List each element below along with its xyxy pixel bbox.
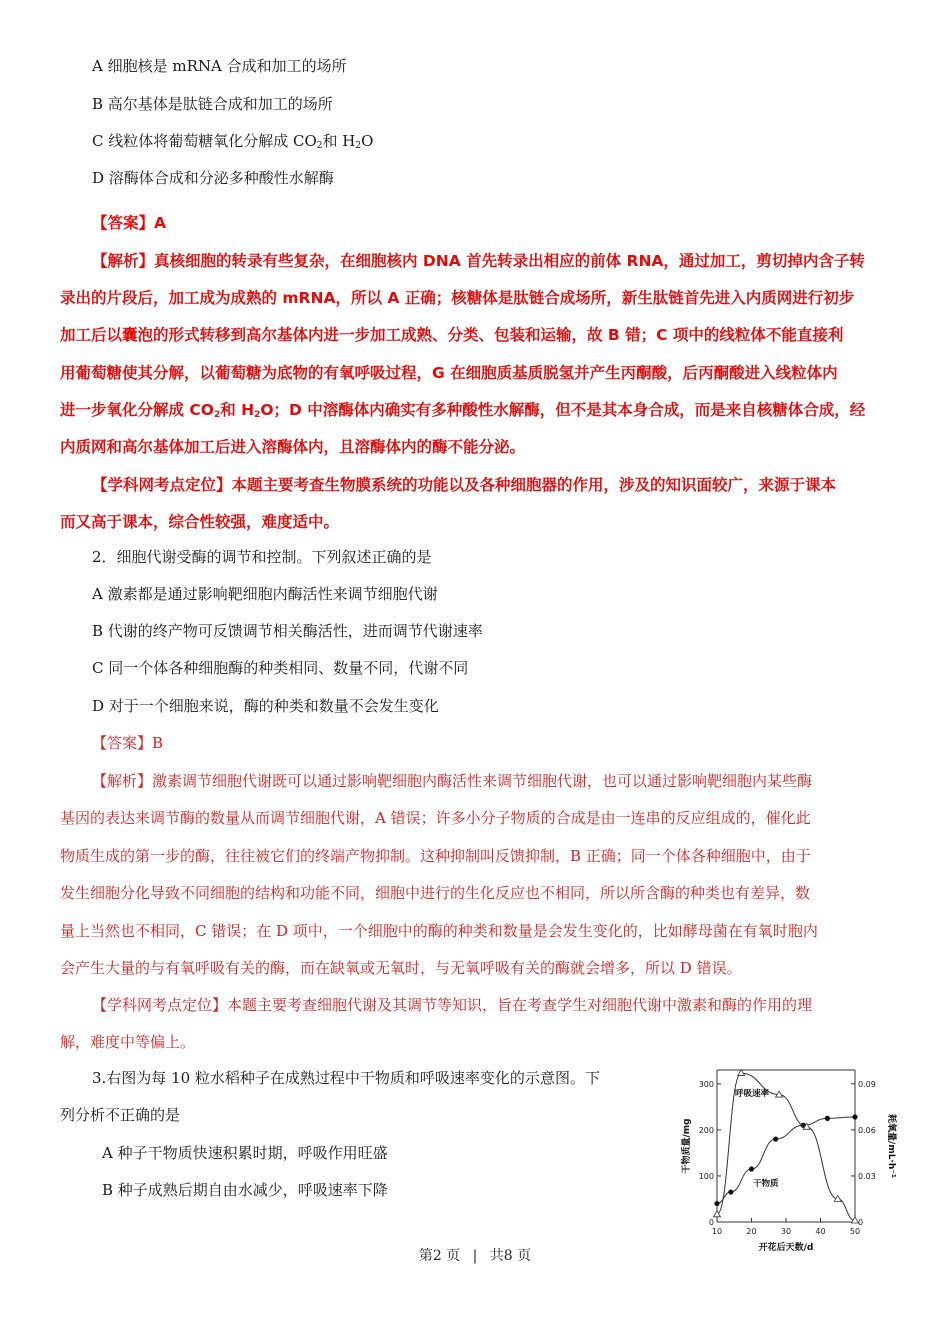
q3-option-a: A 种子干物质快速积累时期，呼吸作用旺盛 — [102, 1144, 388, 1162]
q2-analysis-line: 发生细胞分化导致不同细胞的结构和功能不同，细胞中进行的生化反应也不相同，所以所含酶的种类也有差异，数 — [60, 884, 811, 902]
q2-analysis-line: 【解析】激素调节细胞代谢既可以通过影响靶细胞内酶活性来调节细胞代谢，也可以通过影响靶细胞内某些酶 — [92, 772, 813, 790]
y-left-axis-label: 干物质量/mg — [682, 1118, 692, 1174]
y-left-tick-label: 200 — [698, 1125, 714, 1135]
q2-analysis-line: 量上当然也不相同，C 错误；在 D 项中，一个细胞中的酶的种类和数量是会发生变化的，比如酵母菌在有氧时胞内 — [60, 922, 818, 940]
x-tick-label: 30 — [780, 1227, 792, 1236]
y-left-tick-label: 0 — [708, 1218, 714, 1227]
data-point — [852, 1114, 857, 1119]
q2-option-b: B 代谢的终产物可反馈调节相关酶活性，进而调节代谢速率 — [92, 622, 483, 640]
page-footer — [0, 1245, 950, 1265]
q3-stem: 3.右图为每 10 粒水稻种子在成熟过程中干物质和呼吸速率变化的示意图。下 — [92, 1069, 600, 1087]
q1-analysis-line: 【解析】真核细胞的转录有些复杂，在细胞核内 DNA 首先转录出相应的前体 RNA，通过加工，剪切掉内含子转 — [92, 252, 865, 270]
q2-analysis-line: 物质生成的第一步的酶，往往被它们的终端产物抑制。这种抑制叫反馈抑制，B 正确；同一个体各种细胞中，由于 — [60, 847, 811, 865]
q1-analysis-line: 录出的片段后，加工成为成熟的 mRNA，所以 A 正确；核糖体是肽链合成场所，新生肽链首先进入内质网进行初步 — [60, 289, 855, 307]
x-tick-label: 10 — [711, 1227, 723, 1236]
data-point — [749, 1166, 754, 1171]
y-left-tick-label: 300 — [698, 1079, 714, 1089]
q1-option-d: D 溶酶体合成和分泌多种酸性水解酶 — [92, 169, 334, 187]
q1-location: 而又高于课本，综合性较强，难度适中。 — [60, 513, 340, 531]
footer-separator: | — [472, 1248, 478, 1264]
q3-stem: 列分析不正确的是 — [60, 1106, 181, 1124]
q1-option-c: C 线粒体将葡萄糖氧化分解成 $CO_2$和 $H_2O$ — [92, 132, 374, 151]
data-point — [728, 1189, 733, 1194]
q2-option-a: A 激素都是通过影响靶细胞内酶活性来调节细胞代谢 — [92, 585, 438, 603]
y-right-tick-label: 0.03 — [858, 1171, 876, 1181]
q2-analysis-line: 会产生大量的与有氧呼吸有关的酶，而在缺氧或无氧时，与无氧呼吸有关的酶就会增多，所以 D 错误。 — [60, 959, 742, 977]
q1-option-b: B 高尔基体是肽链合成和加工的场所 — [92, 95, 333, 113]
q2-option-d: D 对于一个细胞来说，酶的种类和数量不会发生变化 — [92, 697, 439, 715]
q2-location: 解，难度中等偏上。 — [60, 1033, 196, 1051]
q2-answer: 【答案】B — [92, 734, 164, 752]
q2-option-c: C 同一个体各种细胞酶的种类相同、数量不同，代谢不同 — [92, 659, 469, 677]
q1-location: 【学科网考点定位】本题主要考查生物膜系统的功能以及各种细胞器的作用，涉及的知识面较广，来源于课本 — [92, 476, 837, 494]
q3-option-b: B 种子成熟后期自由水减少，呼吸速率下降 — [102, 1181, 388, 1199]
series-label-respiration: 呼吸速率 — [735, 1089, 770, 1099]
q1-analysis-line: 用葡萄糖使其分解，以葡萄糖为底物的有氧呼吸过程，G 在细胞质基质脱氢并产生丙酮酸，后丙酮酸进入线粒体内 — [60, 364, 838, 382]
y-right-tick-label: 0.06 — [858, 1125, 876, 1135]
q1-analysis-line: 进一步氧化分解成 $CO_2$和 $H_2O$；D 中溶酶体内确实有多种酸性水解酶，但不是其本身合成，而是来自核糖体合成，经 — [60, 401, 866, 420]
data-point — [773, 1136, 778, 1141]
q1-option-a: A 细胞核是 mRNA 合成和加工的场所 — [92, 57, 347, 75]
q2-stem: 2．细胞代谢受酶的调节和控制。下列叙述正确的是 — [92, 548, 432, 566]
x-tick-label: 40 — [815, 1227, 826, 1236]
y-right-axis-label: 耗氧量/mL·h⁻¹ — [886, 1114, 896, 1178]
y-right-tick-label: 0.09 — [858, 1079, 876, 1089]
data-point — [825, 1116, 830, 1121]
q2-analysis-line: 基因的表达来调节酶的数量从而调节细胞代谢，A 错误；许多小分子物质的合成是由一连串的反应组成的，催化此 — [60, 809, 811, 827]
series-line — [717, 1117, 855, 1204]
y-left-tick-label: 100 — [698, 1171, 714, 1181]
data-point — [714, 1201, 719, 1206]
q2-location: 【学科网考点定位】本题主要考查细胞代谢及其调节等知识，旨在考查学生对细胞代谢中激素和酶的作用的理 — [92, 996, 813, 1014]
page-total: 共8 页 — [489, 1248, 532, 1264]
dry-matter-respiration-chart — [675, 1060, 905, 1255]
page-number: 第2 页 — [418, 1248, 461, 1264]
series-label-dry-matter: 干物质 — [753, 1179, 779, 1189]
y-right-tick-label: 0 — [858, 1218, 864, 1227]
x-axis-label: 开花后天数/d — [758, 1243, 814, 1253]
q1-analysis-line: 内质网和高尔基体加工后进入溶酶体内，且溶酶体内的酶不能分泌。 — [60, 438, 526, 456]
q1-analysis-line: 加工后以囊泡的形式转移到高尔基体内进一步加工成熟、分类、包装和运输，故 B 错；C 项中的线粒体不能直接利 — [60, 326, 844, 344]
x-tick-label: 50 — [849, 1227, 861, 1236]
x-tick-label: 20 — [746, 1227, 757, 1236]
q1-answer: 【答案】A — [92, 214, 166, 232]
